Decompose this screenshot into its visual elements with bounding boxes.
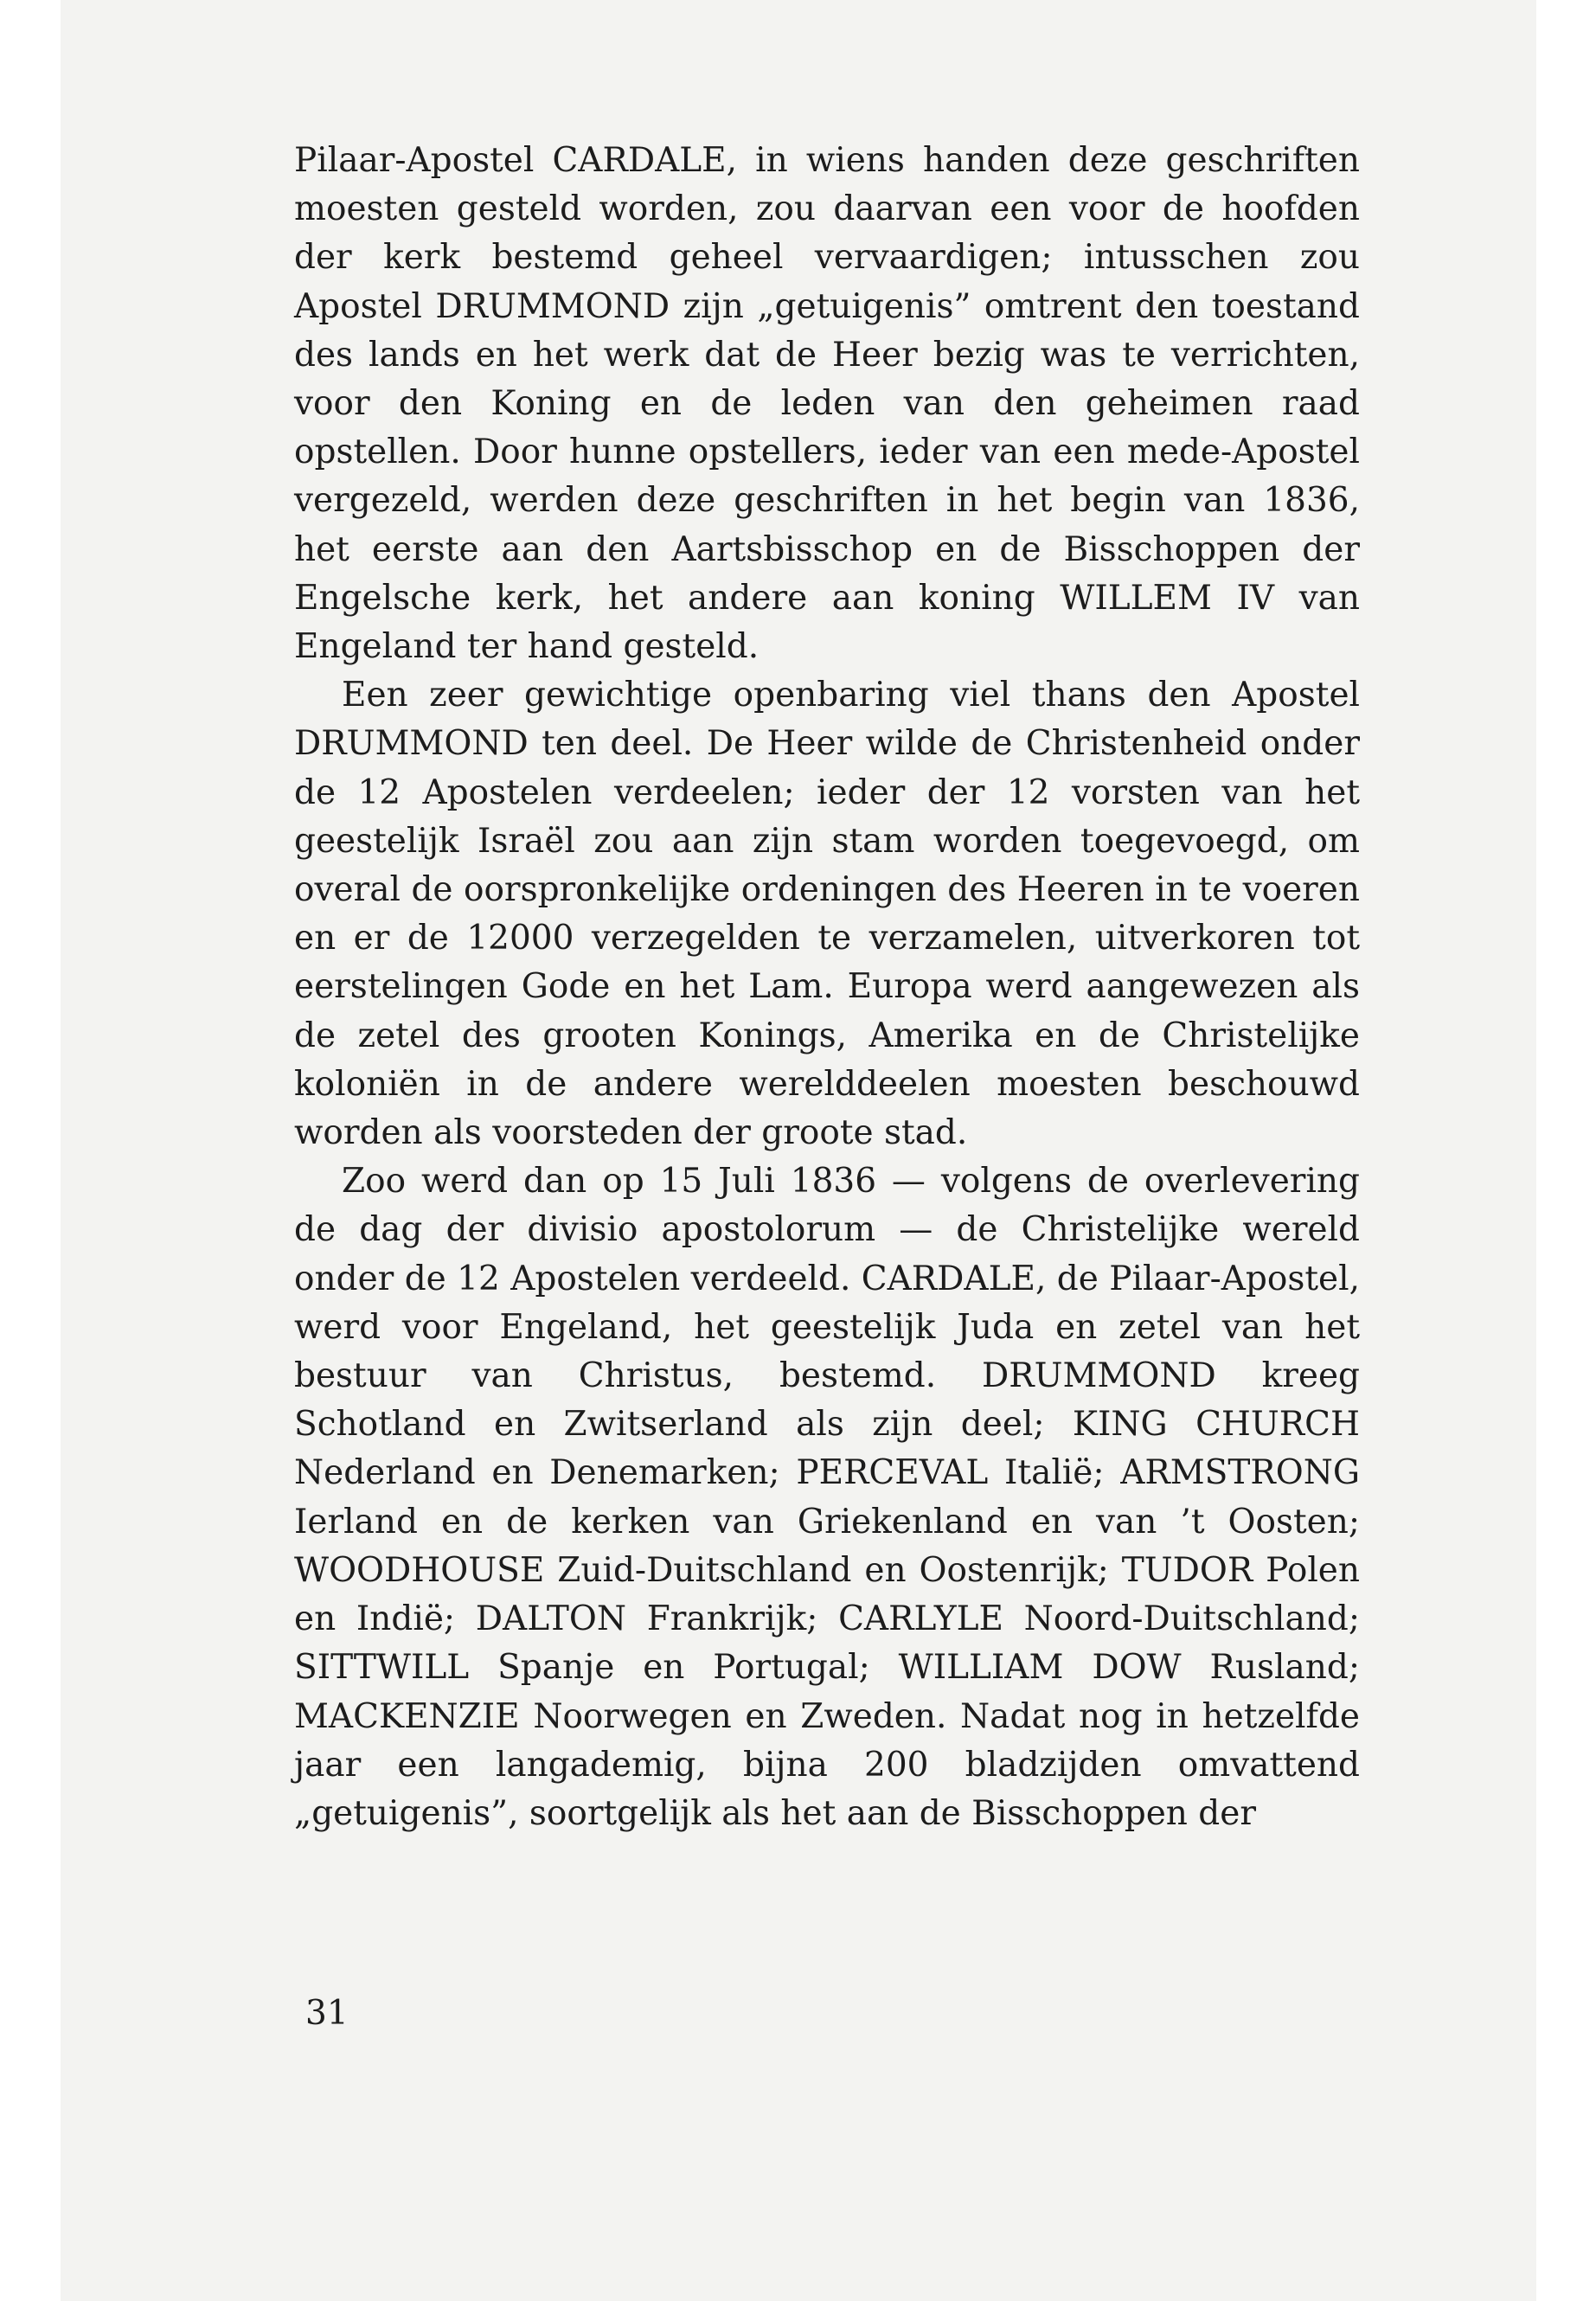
paragraph-1: Pilaar-Apostel CARDALE, in wiens handen deze geschriften moesten gesteld worden, zou daarvan een voor de hoofden der kerk bestemd geheel vervaardigen; intusschen zou Apostel DRUMMOND zijn „getuigenis” omtrent den toestand des lands en het werk dat de Heer bezig was te verrichten, voor den Koning en de leden van den geheimen raad opstellen. Door hunne opstellers, ieder van een mede-Apostel vergezeld, werden deze geschriften in het begin van 1836, het eerste aan den Aartsbisschop en de Bisschoppen der Engelsche kerk, het andere aan koning WILLEM IV van Engeland ter hand gesteld. xyxy=(294,141,1360,667)
page-number: 31 xyxy=(305,1994,349,2033)
paragraph-2: Een zeer gewichtige openbaring viel thans den Apostel DRUMMOND ten deel. De Heer wilde de Christenheid onder de 12 Apostelen verdeelen; ieder der 12 vorsten van het geestelijk Israël zou aan zijn stam worden toegevoegd, om overal de oorspronkelijke ordeningen des Heeren in te voeren en er de 12000 verzegelden te verzamelen, uitverkoren tot eerstelingen Gode en het Lam. Europa werd aangewezen als de zetel des grooten Konings, Amerika en de Christelijke koloniën in de andere werelddeelen moesten beschouwd worden als voorsteden der groote stad. xyxy=(294,676,1360,1153)
body-text xyxy=(294,137,1360,1838)
paragraph-3: Zoo werd dan op 15 Juli 1836 — volgens de overlevering de dag der divisio apostolorum — de Christelijke wereld onder de 12 Apostelen verdeeld. CARDALE, de Pilaar-Apostel, werd voor Engeland, het geestelijk Juda en zetel van het bestuur van Christus, bestemd. DRUMMOND kreeg Schotland en Zwitserland als zijn deel; KING CHURCH Nederland en Denemarken; PERCEVAL Italië; ARMSTRONG Ierland en de kerken van Griekenland en van ’t Oosten; WOODHOUSE Zuid-Duitschland en Oostenrijk; TUDOR Polen en Indië; DALTON Frankrijk; CARLYLE Noord-Duitschland; SITTWILL Spanje en Portugal; WILLIAM DOW Rusland; MACKENZIE Noorwegen en Zweden. Nadat nog in hetzelfde jaar een langademig, bijna 200 bladzijden omvattend „getuigenis”, soortgelijk als het aan de Bisschoppen der xyxy=(294,1162,1360,1833)
page-sheet xyxy=(61,0,1536,2301)
